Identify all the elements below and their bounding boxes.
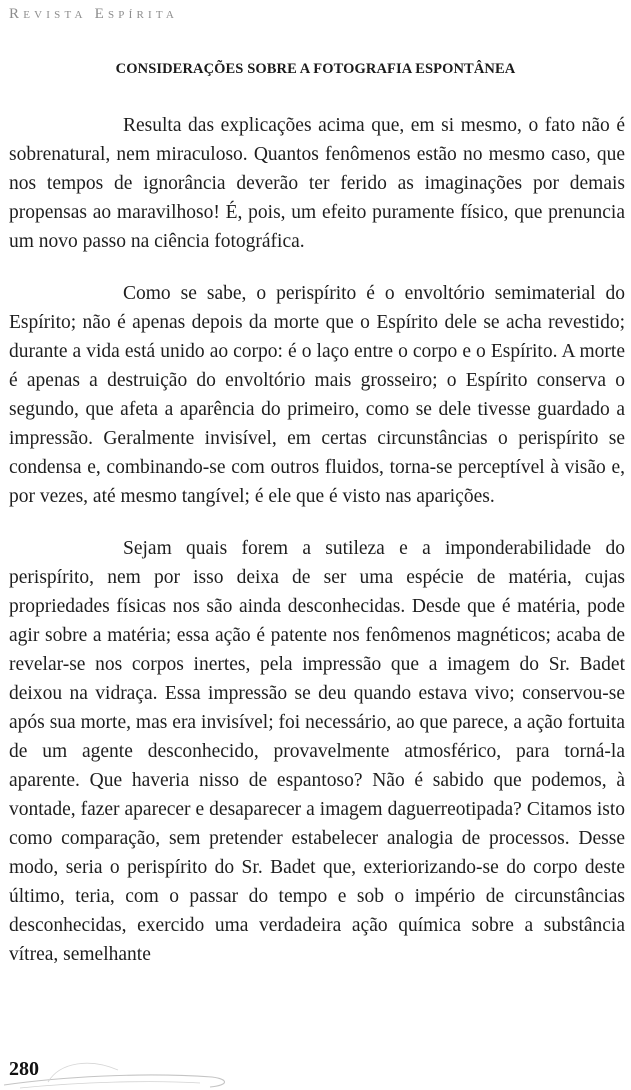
article-title: CONSIDERAÇÕES SOBRE A FOTOGRAFIA ESPONTÂNEA: [115, 61, 516, 77]
paragraph-2: Como se sabe, o perispírito é o envoltório semimaterial do Espírito; não é apenas depois da morte que o Espírito dele se acha revestido; durante a vida está unido ao corpo: é o laço entre o corpo e o Espírito. A morte é apenas a destruição do envoltório mais grosseiro; o Espírito conserva o segundo, que afeta a aparência do primeiro, como se dele tivesse guardado a impressão. Geralmente invisível, em certas circunstâncias o perispírito se condensa e, combinando-se com outros fluidos, torna-se perceptível à visão e, por vezes, até mesmo tangível; é ele que é visto nas aparições.: [9, 283, 625, 507]
running-head: Revista Espírita: [9, 6, 179, 22]
article-body: [9, 111, 625, 969]
page-number: 280: [9, 1058, 39, 1080]
paragraph-1: Resulta das explicações acima que, em si mesmo, o fato não é sobrenatural, nem miraculoso. Quantos fenômenos estão no mesmo caso, que nos tempos de ignorância deverão ter ferido as imaginações por demais propensas ao maravilhoso! É, pois, um efeito puramente físico, que prenuncia um novo passo na ciência fotográfica.: [9, 115, 625, 252]
paragraph-3: Sejam quais forem a sutileza e a imponderabilidade do perispírito, nem por isso deixa de ser uma espécie de matéria, cujas propriedades físicas nos são ainda desconhecidas. Desde que é matéria, pode agir sobre a matéria; essa ação é patente nos fenômenos magnéticos; acaba de revelar-se nos corpos inertes, pela impressão que a imagem do Sr. Badet deixou na vidraça. Essa impressão se deu quando estava vivo; conservou-se após sua morte, mas era invisível; foi necessário, ao que parece, a ação fortuita de um agente desconhecido, provavelmente atmosférico, para torná-la aparente. Que haveria nisso de espantoso? Não é sabido que podemos, à vontade, fazer aparecer e desaparecer a imagem daguerreotipada? Citamos isto como comparação, sem pretender estabelecer analogia de processos. Desse modo, seria o perispírito do Sr. Badet que, exteriorizando-se do corpo deste último, teria, com o passar do tempo e sob o império de circunstâncias desconhecidas, exercido uma verdadeira ação química sobre a substância vítrea, semelhante: [9, 538, 625, 965]
